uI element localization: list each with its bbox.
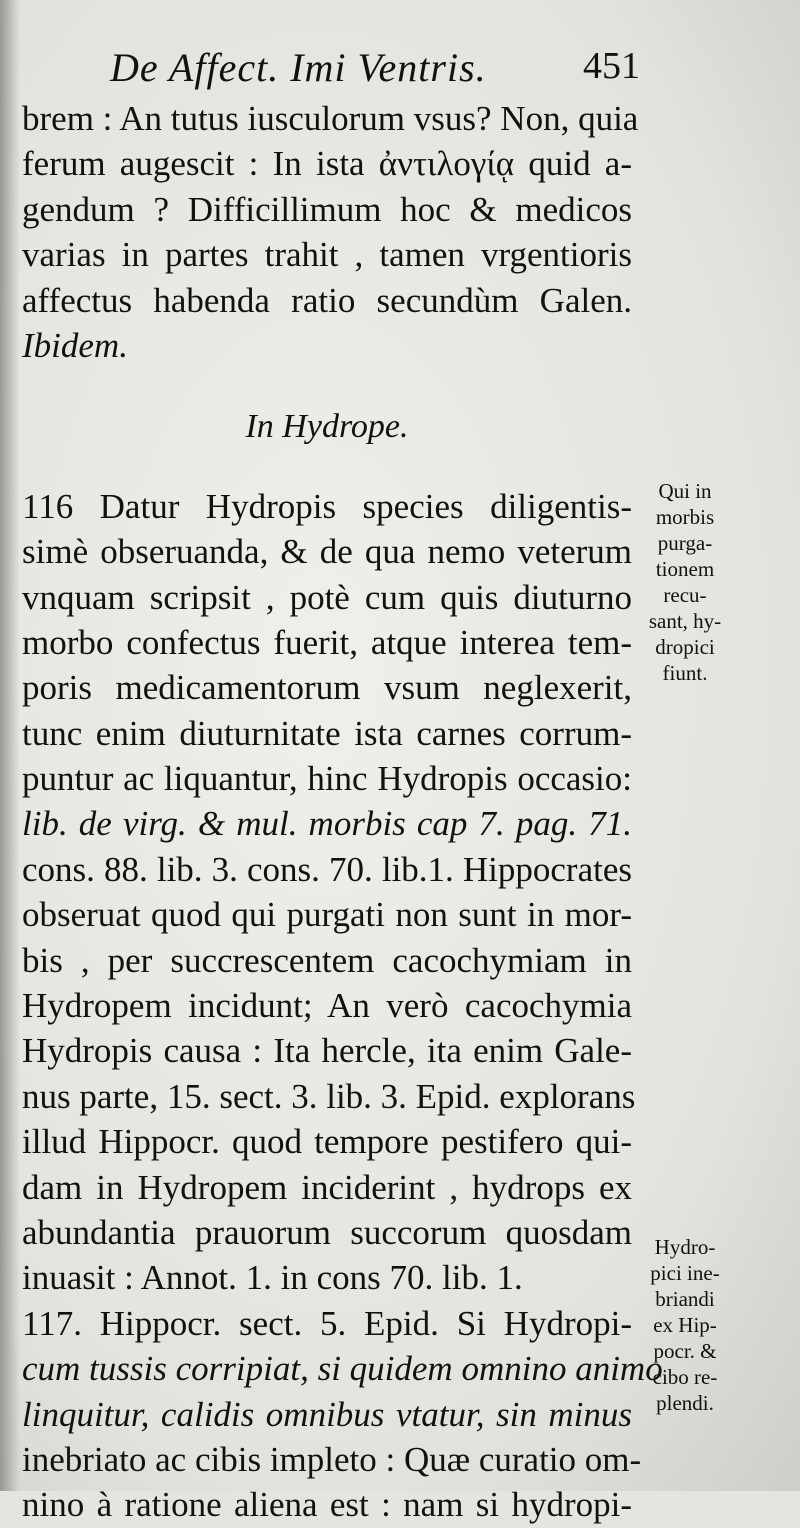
text-line: inuasit : Annot. 1. in cons 70. lib. 1. [22, 1258, 523, 1298]
text-line: 117. Hippocr. sect. 5. Epid. Si Hydropi- [22, 1303, 632, 1343]
text-line: abundantia prauorum succorum quosdam [22, 1212, 632, 1252]
text-line: Hydropem incidunt; An verò cacochymia [22, 986, 632, 1026]
marginal-line: sant, hy- [648, 609, 722, 633]
marginal-line: Hydro- [654, 1235, 716, 1259]
text-line: dam in Hydropem inciderint , hydrops ex [22, 1167, 632, 1207]
marginal-line: morbis [655, 505, 715, 529]
text-line: affectus habenda ratio secundùm Galen. [22, 280, 632, 320]
text-line-ibidem: Ibidem. [22, 325, 128, 365]
marginal-line: tionem [655, 557, 715, 581]
marginal-note-1 [635, 478, 735, 686]
marginal-line: pocr. & [653, 1339, 717, 1363]
text-line-quote: cum tussis corripiat, si quidem omnino animo [22, 1349, 663, 1389]
marginal-line: fiunt. [662, 661, 708, 685]
text-line: bis , per succrescentem cacochymiam in [22, 940, 632, 980]
running-title: De Affect. Imi Ventris. [110, 45, 487, 90]
text-line: nus parte, 15. sect. 3. lib. 3. Epid. explorans [22, 1076, 636, 1116]
text-line: vnquam scripsit , potè cum quis diuturno [22, 577, 632, 617]
page-header [110, 44, 640, 94]
text-line: brem : An tutus iusculorum vsus? Non, quia [22, 99, 639, 138]
marginal-line: recu- [663, 583, 707, 607]
marginal-line: Qui in [658, 479, 712, 503]
text-line: varias in partes trahit , tamen vrgentioris [22, 235, 632, 275]
main-text-column [22, 96, 663, 1528]
text-line: morbo confectus fuerit, atque interea tem- [22, 622, 632, 662]
text-line: puntur ac liquantur, hinc Hydropis occasio: [22, 759, 632, 799]
text-line-citation: lib. de virg. & mul. morbis cap 7. pag. 71. [22, 804, 632, 844]
text-line: cons. 88. lib. 3. cons. 70. lib.1. Hippocrates [22, 849, 632, 889]
section-heading: In Hydrope. [245, 408, 409, 446]
text-line: gendum ? Difficillimum hoc & medicos [22, 189, 632, 229]
text-line: Hydropis causa : Ita hercle, ita enim Gale- [22, 1031, 632, 1071]
marginal-line: pici ine- [650, 1261, 720, 1285]
text-line: tunc enim diuturnitate ista carnes corrum- [22, 713, 632, 753]
page-number: 451 [583, 45, 640, 87]
text-line-quote: linquitur, calidis omnibus vtatur, sin minus [22, 1394, 632, 1434]
marginal-line: cibo re- [652, 1365, 718, 1389]
text-line: 116 Datur Hydropis species diligentis- [22, 486, 632, 526]
text-line: illud Hippocr. quod tempore pestifero qui- [22, 1122, 632, 1162]
marginal-line: briandi [655, 1287, 715, 1311]
marginal-line: ex Hip- [653, 1313, 717, 1337]
text-line: simè obseruanda, & de qua nemo veterum [22, 532, 632, 572]
text-line: ferum augescit : In ista ἀντιλογίᾳ quid a- [22, 144, 632, 184]
text-line: poris medicamentorum vsum neglexerit, [22, 668, 632, 708]
text-line: obseruat quod qui purgati non sunt in mor- [22, 895, 632, 935]
page-gutter-shadow [0, 0, 20, 1491]
marginal-line: dropici [655, 635, 715, 659]
marginal-line: purga- [657, 531, 713, 555]
text-line: inebriato ac cibis impleto : Quæ curatio om- [22, 1439, 642, 1479]
text-line: nino à ratione aliena est : nam si hydropi- [22, 1485, 632, 1525]
marginal-line: plendi. [656, 1391, 714, 1415]
marginal-note-2 [635, 1234, 735, 1416]
